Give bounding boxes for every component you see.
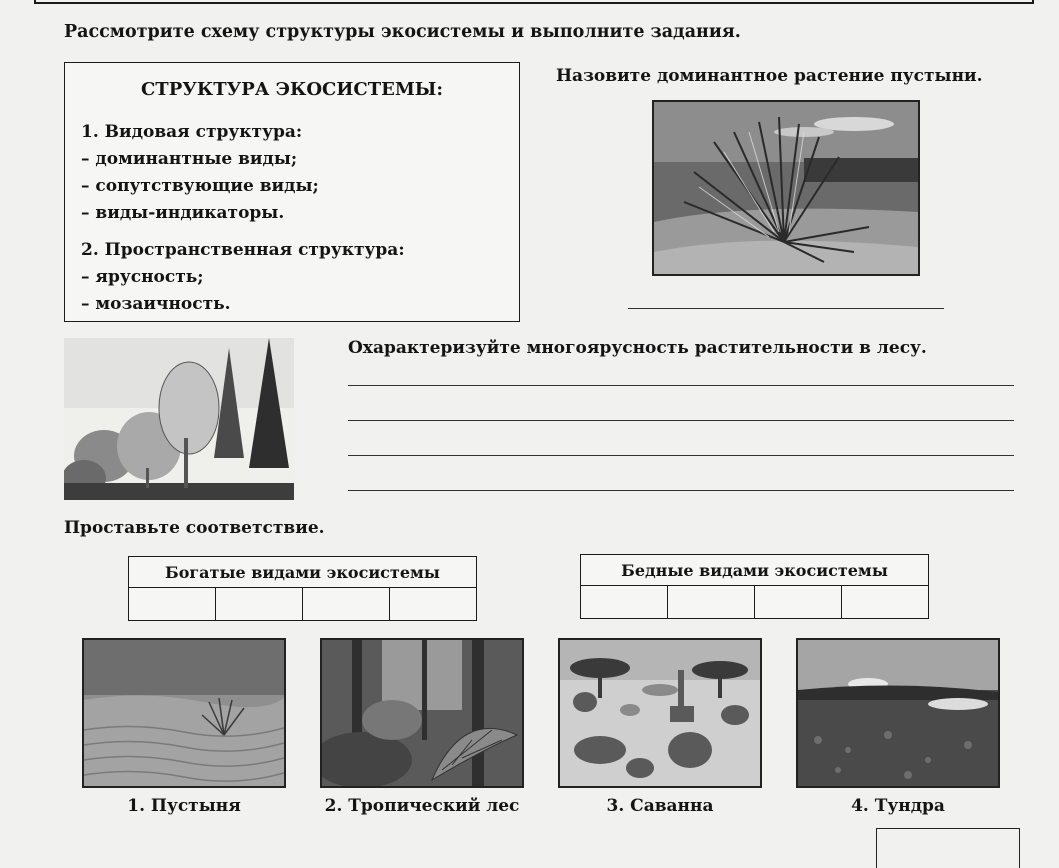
ecosystem-structure-scheme — [64, 62, 520, 322]
question-forest-tiers: Охарактеризуйте многоярусность растительности в лесу. — [348, 338, 927, 358]
tundra-photo — [796, 638, 1000, 788]
intro-instruction: Рассмотрите схему структуры экосистемы и выполните задания. — [64, 22, 741, 42]
scheme-heading-species: 1. Видовая структура: — [81, 122, 303, 142]
answer-cell[interactable] — [129, 588, 216, 621]
scheme-item: – мозаичность. — [81, 294, 231, 314]
answer-line-forest-1[interactable] — [348, 385, 1014, 386]
scheme-title: СТРУКТУРА ЭКОСИСТЕМЫ: — [140, 79, 444, 100]
answer-cell[interactable] — [303, 588, 390, 621]
tropical-forest-photo — [320, 638, 524, 788]
caption-tundra: 4. Тундра — [851, 796, 945, 816]
scheme-heading-spatial: 2. Пространственная структура: — [81, 240, 405, 260]
poor-ecosystems-table — [580, 554, 929, 619]
answer-cell[interactable] — [755, 586, 842, 619]
scheme-item: – ярусность; — [81, 267, 204, 287]
top-frame-edge — [34, 0, 1034, 4]
answer-cell[interactable] — [581, 586, 668, 619]
caption-tropical-forest: 2. Тропический лес — [324, 796, 520, 816]
answer-line-forest-2[interactable] — [348, 420, 1014, 421]
question-matching: Проставьте соответствие. — [64, 518, 325, 538]
answer-cell[interactable] — [842, 586, 929, 619]
rich-ecosystems-table — [128, 556, 477, 621]
answer-cell[interactable] — [390, 588, 477, 621]
scheme-item: – виды-индикаторы. — [81, 203, 285, 223]
scheme-item: – доминантные виды; — [81, 149, 298, 169]
question-dominant-plant: Назовите доминантное растение пустыни. — [556, 66, 983, 86]
bottom-corner-frame — [876, 828, 1020, 868]
answer-line-forest-3[interactable] — [348, 455, 1014, 456]
caption-desert: 1. Пустыня — [127, 796, 241, 816]
rich-table-header: Богатые видами экосистемы — [129, 557, 477, 588]
scheme-item: – сопутствующие виды; — [81, 176, 319, 196]
answer-line-dominant-plant[interactable] — [628, 308, 944, 309]
answer-cell[interactable] — [216, 588, 303, 621]
caption-savanna: 3. Саванна — [606, 796, 714, 816]
desert-photo — [82, 638, 286, 788]
poor-table-header: Бедные видами экосистемы — [581, 555, 929, 586]
answer-line-forest-4[interactable] — [348, 490, 1014, 491]
savanna-photo — [558, 638, 762, 788]
forest-tiers-illustration — [64, 338, 294, 500]
desert-shrub-photo — [652, 100, 920, 276]
answer-cell[interactable] — [668, 586, 755, 619]
